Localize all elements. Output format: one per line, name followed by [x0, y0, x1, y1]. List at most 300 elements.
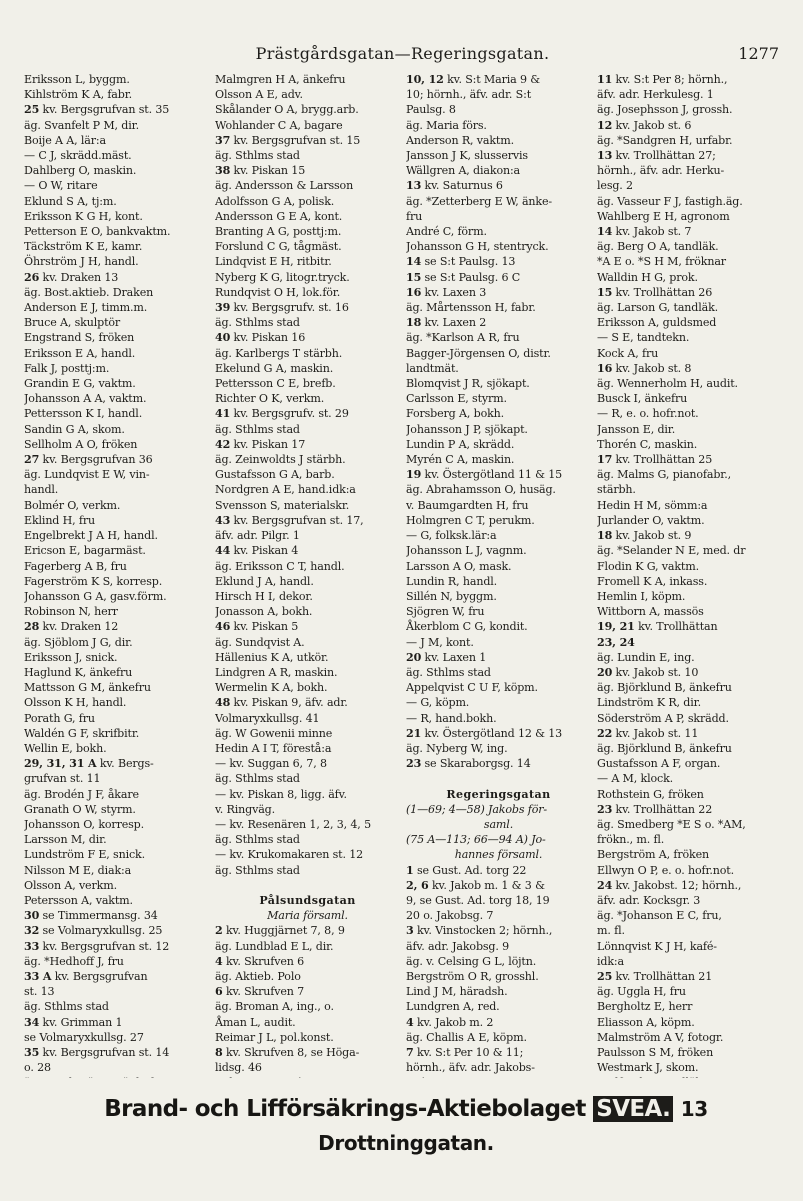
- page-header: [24, 44, 781, 66]
- page-number: 1277: [738, 44, 779, 63]
- directory-line: Rothstein G, fröken: [597, 787, 704, 801]
- directory-line: Hirsch H I, dekor.: [215, 589, 313, 603]
- directory-line: äg. Josephsson J, grossh.: [597, 103, 733, 117]
- directory-line: äg. Björklund B, änkefru: [597, 681, 732, 695]
- page-title: Prästgårdsgatan—Regeringsgatan.: [255, 44, 550, 63]
- directory-line: hannes församl.: [454, 848, 543, 862]
- directory-line: Wällgren A, diakon:a: [406, 164, 521, 178]
- directory-line: äg. Brodén J F, åkare: [24, 787, 139, 801]
- directory-line: äg. Smedberg *E S o. *AM,: [597, 817, 746, 831]
- directory-line: — S E, tandtekn.: [597, 331, 690, 345]
- directory-line: [215, 878, 400, 893]
- directory-line: äg. Berg O A, tandläk.: [597, 240, 719, 254]
- house-number: 33: [24, 939, 40, 953]
- directory-line: Malmgren H A, änkefru: [215, 73, 346, 86]
- directory-line: 11 kv. S:t Per 8; hörnh.,: [597, 73, 728, 86]
- directory-line: Ellwyn O P, e. o. hofr.not.: [597, 863, 734, 877]
- directory-line: saml.: [483, 817, 514, 831]
- directory-line: Eriksson J, snick.: [24, 650, 118, 664]
- directory-line: Richter O K, verkm.: [215, 392, 325, 406]
- directory-line: 48 kv. Piskan 9, äfv. adr.: [215, 696, 348, 710]
- house-number: 42: [215, 437, 231, 451]
- house-number: 38: [215, 164, 231, 178]
- directory-line: Kock A, fru: [597, 346, 659, 360]
- directory-line: v. Baumgardten H, fru: [406, 498, 529, 512]
- directory-line: äg. *Hedhoff J, fru: [24, 954, 124, 968]
- directory-line: Forsberg A, bokh.: [406, 407, 505, 421]
- directory-line: — kv. Resenären 1, 2, 3, 4, 5: [215, 817, 371, 831]
- directory-line: Malmström A V, fotogr.: [597, 1030, 724, 1044]
- directory-line: 40 kv. Piskan 16: [215, 331, 306, 345]
- directory-line: Engelbrekt J A H, handl.: [24, 529, 158, 543]
- directory-line: 32 se Volmaryxkullsg. 25: [24, 924, 163, 938]
- directory-line: Fromell K A, inkass.: [597, 574, 708, 588]
- directory-line: Carlsson E, styrm.: [406, 392, 507, 406]
- directory-line: 2 kv. Huggjärnet 7, 8, 9: [215, 924, 345, 938]
- house-number: 32: [24, 924, 40, 938]
- directory-line: 7 kv. S:t Per 10 & 11;: [406, 1046, 524, 1059]
- directory-line: Johansson L J, vagnm.: [406, 544, 527, 558]
- house-number: 14: [406, 255, 422, 269]
- directory-line: 41 kv. Bergsgrufv. st. 29: [215, 407, 349, 421]
- directory-line: Fagerberg A B, fru: [24, 559, 127, 573]
- directory-line: Volmaryxkullsg. 41: [215, 711, 320, 725]
- directory-line: Eklund J A, handl.: [215, 574, 314, 588]
- directory-line: Skålander O A, brygg.arb.: [215, 103, 359, 117]
- directory-line: se Volmaryxkullsg. 27: [24, 1030, 144, 1044]
- directory-line: Andersson G E A, kont.: [215, 209, 343, 223]
- directory-column: [597, 72, 782, 1078]
- directory-line: Nilsson M E, diak:a: [24, 863, 132, 877]
- directory-line: 13 kv. Saturnus 6: [406, 179, 503, 193]
- directory-line: äg. W Gowenii minne: [215, 726, 333, 740]
- directory-line: Jonasson A, bokh.: [215, 605, 313, 619]
- directory-line: Holmgren C T, perukm.: [406, 513, 535, 527]
- house-number: 13: [406, 179, 422, 193]
- house-number: 26: [24, 270, 40, 284]
- directory-line: v. Ringväg.: [215, 802, 276, 816]
- house-number: 25: [24, 103, 40, 117]
- directory-line: 35 kv. Bergsgrufvan st. 14: [24, 1046, 170, 1059]
- directory-line: Bergström A, fröken: [597, 848, 710, 862]
- directory-line: 38 kv. Piskan 15: [215, 164, 306, 178]
- directory-line: 3 kv. Vinstocken 2; hörnh.,: [406, 924, 553, 938]
- directory-line: Lundström F E, snick.: [24, 848, 146, 862]
- house-number: 23: [406, 757, 422, 771]
- directory-line: Adolfsson G A, polisk.: [215, 194, 335, 208]
- directory-line: 15 se S:t Paulsg. 6 C: [406, 270, 521, 284]
- directory-line: Gustafsson G A, barb.: [215, 468, 335, 482]
- directory-line: Larsson A O, mask.: [406, 559, 512, 573]
- directory-line: idk:a: [597, 954, 624, 968]
- directory-line: Johansson A A, vaktm.: [24, 392, 147, 406]
- house-number: 19, 21: [597, 620, 635, 634]
- directory-line: 20 o. Jakobsg. 7: [406, 909, 494, 923]
- house-number: 25: [597, 969, 613, 983]
- directory-line: Petterson E O, bankvaktm.: [24, 225, 171, 239]
- directory-line: Branting A G, posttj:m.: [215, 225, 342, 239]
- directory-line: Åman L, audit.: [215, 1015, 296, 1029]
- directory-line: äg. Sthlms stad: [215, 833, 300, 847]
- directory-line: — kv. Piskan 8, ligg. äfv.: [215, 787, 347, 801]
- directory-line: Sjögren W, fru: [406, 605, 485, 619]
- directory-line: Wellin E, bokh.: [24, 741, 107, 755]
- house-number: 10, 12: [406, 73, 444, 86]
- directory-line: Pettersson C E, brefb.: [215, 377, 336, 391]
- ad-brand: SVEA.: [593, 1096, 673, 1122]
- directory-line: hörnh., äfv. adr. Jakobs-: [406, 1061, 535, 1075]
- directory-line: Bergström O R, grosshl.: [406, 969, 539, 983]
- directory-line: Nyberg K G, litogr.tryck.: [215, 270, 350, 284]
- directory-line: Jansson J K, slusservis: [406, 149, 528, 163]
- directory-line: Wermelin K A, bokh.: [215, 681, 328, 695]
- directory-line: Johansson G H, stentryck.: [406, 240, 549, 254]
- directory-line: äg. Sthlms stad: [215, 149, 300, 163]
- directory-line: Gustafsson A F, organ.: [597, 757, 721, 771]
- directory-line: Mattsson G M, änkefru: [24, 681, 151, 695]
- directory-line: Bruce A, skulptör: [24, 316, 121, 330]
- directory-line: Eriksson L, byggm.: [24, 73, 130, 86]
- directory-line: äg. *Zetterberg E W, änke-: [406, 194, 553, 208]
- directory-line: 2, 6 kv. Jakob m. 1 & 3 &: [406, 878, 545, 892]
- house-number: 3: [406, 924, 414, 938]
- directory-line: Johansson J P, sjökapt.: [406, 422, 528, 436]
- directory-line: 16 kv. Jakob st. 8: [597, 361, 692, 375]
- directory-line: Svensson S, materialskr.: [215, 498, 350, 512]
- directory-line: 37 kv. Bergsgrufvan st. 15: [215, 133, 361, 147]
- directory-line: äg. Maria förs.: [406, 118, 487, 132]
- directory-line: 19, 21 kv. Trollhättan: [597, 620, 718, 634]
- house-number: 16: [597, 361, 613, 375]
- house-number: 8: [215, 1046, 223, 1059]
- directory-line: Lindgren A R, maskin.: [215, 665, 338, 679]
- directory-line: äg. *Johanson E C, fru,: [597, 909, 722, 923]
- house-number: 48: [215, 696, 231, 710]
- directory-line: Jansson E, dir.: [597, 422, 676, 436]
- directory-line: Hällenius K A, utkör.: [215, 650, 329, 664]
- directory-line: 15 kv. Trollhättan 26: [597, 285, 713, 299]
- directory-line: [406, 1075, 591, 1078]
- house-number: 12: [597, 118, 613, 132]
- house-number: 18: [406, 316, 422, 330]
- house-number: 28: [24, 620, 40, 634]
- directory-line: äg. Mårtensson H, fabr.: [406, 301, 536, 315]
- directory-line: 4 kv. Jakob m. 2: [406, 1015, 494, 1029]
- directory-line: äg. Sthlms stad: [24, 1000, 109, 1014]
- directory-line: äg. v. Celsing G L, löjtn.: [406, 954, 537, 968]
- directory-line: Lind J M, häradsh.: [406, 985, 508, 999]
- house-number: 6: [215, 985, 223, 999]
- directory-line: (1—69; 4—58) Jakobs för-: [406, 802, 548, 816]
- directory-line: äg. *Karlson A R, fru: [406, 331, 520, 345]
- directory-line: Forslund C G, tågmäst.: [215, 240, 342, 254]
- directory-line: äg. Uggla H, fru: [597, 985, 686, 999]
- directory-line: 17 kv. Trollhättan 25: [597, 453, 713, 467]
- house-number: 46: [215, 620, 231, 634]
- directory-line: 33 A kv. Bergsgrufvan: [24, 969, 148, 983]
- directory-line: Westmark J, skom.: [597, 1061, 699, 1075]
- directory-line: äg. Lundblad E L, dir.: [215, 939, 334, 953]
- directory-line: Bergholtz E, herr: [597, 1000, 693, 1014]
- house-number: 14: [597, 225, 613, 239]
- directory-line: Flodin K G, vaktm.: [597, 559, 699, 573]
- house-number: 2, 6: [406, 878, 429, 892]
- house-number: 4: [406, 1015, 414, 1029]
- directory-line: Paulsg. 8: [406, 103, 456, 117]
- directory-line: Söderström A P, skrädd.: [597, 711, 729, 725]
- directory-line: Jurlander O, vaktm.: [597, 513, 705, 527]
- directory-line: — R, hand.bokh.: [406, 711, 497, 725]
- directory-line: 20 kv. Jakob st. 10: [597, 665, 699, 679]
- directory-line: Eklund S A, tj:m.: [24, 194, 117, 208]
- directory-line: äg. Eriksson C T, handl.: [215, 559, 345, 573]
- directory-line: 24 kv. Jakobst. 12; hörnh.,: [597, 878, 742, 892]
- directory-line: — O W, ritare: [24, 179, 98, 193]
- directory-line: Eriksson A, guldsmed: [597, 316, 717, 330]
- directory-line: Lundin R, handl.: [406, 574, 498, 588]
- directory-line: 27 kv. Bergsgrufvan 36: [24, 453, 153, 467]
- directory-line: Olsson A E, adv.: [215, 88, 303, 102]
- directory-line: Thorén C, maskin.: [597, 437, 698, 451]
- directory-line: [597, 1075, 782, 1078]
- directory-line: Sellholm A O, fröken: [24, 437, 138, 451]
- house-number: 35: [24, 1046, 40, 1059]
- directory-line: Anderson R, vaktm.: [406, 133, 514, 147]
- directory-line: äg. *Selander N E, med. dr: [597, 544, 746, 558]
- house-number: 1: [406, 863, 414, 877]
- directory-line: Lindström K R, dir.: [597, 696, 701, 710]
- directory-line: 33 kv. Bergsgrufvan st. 12: [24, 939, 170, 953]
- house-number: 23: [597, 802, 613, 816]
- directory-line: Eklind H, fru: [24, 513, 96, 527]
- directory-line: 6 kv. Skrufven 7: [215, 985, 305, 999]
- directory-line: äg. Abrahamsson O, husäg.: [406, 483, 556, 497]
- directory-line: äg. Lundqvist E W, vin-: [24, 468, 150, 482]
- directory-line: 18 kv. Laxen 2: [406, 316, 487, 330]
- directory-line: Robinson N, herr: [24, 605, 118, 619]
- directory-line: Regeringsgatan: [446, 787, 551, 801]
- house-number: 20: [597, 665, 613, 679]
- directory-line: m. fl.: [597, 924, 625, 938]
- directory-line: äg. Vasseur F J, fastigh.äg.: [597, 194, 743, 208]
- house-number: 43: [215, 513, 231, 527]
- directory-line: Anderson E J, timm.m.: [24, 301, 148, 315]
- directory-line: Johansson G A, gasv.förm.: [24, 589, 167, 603]
- directory-line: landtmät.: [406, 361, 459, 375]
- directory-line: äg. Sundqvist A.: [215, 635, 305, 649]
- directory-line: äg. Sjöblom J G, dir.: [24, 635, 133, 649]
- directory-line: — C J, skrädd.mäst.: [24, 149, 132, 163]
- house-number: 2: [215, 924, 223, 938]
- directory-line: 26 kv. Draken 13: [24, 270, 119, 284]
- house-number: 11: [597, 73, 613, 86]
- directory-line: lesg. 2: [597, 179, 633, 193]
- directory-line: Walldin H G, prok.: [597, 270, 698, 284]
- directory-line: Åkerblom C G, kondit.: [406, 620, 528, 634]
- house-number: 20: [406, 650, 422, 664]
- directory-line: — kv. Krukomakaren st. 12: [215, 848, 364, 862]
- directory-line: [406, 771, 591, 786]
- directory-line: — G, folksk.lär:a: [406, 529, 497, 543]
- directory-line: 10, 12 kv. S:t Maria 9 &: [406, 73, 541, 86]
- directory-line: 25 kv. Bergsgrufvan st. 35: [24, 103, 170, 117]
- directory-line: 23 kv. Trollhättan 22: [597, 802, 713, 816]
- directory-line: Lundin P A, skrädd.: [406, 437, 515, 451]
- directory-line: 8 kv. Skrufven 8, se Höga-: [215, 1046, 360, 1059]
- directory-line: [215, 1075, 400, 1078]
- directory-line: Eriksson K G H, kont.: [24, 209, 143, 223]
- directory-line: [597, 635, 782, 650]
- directory-line: äg. Nyberg W, ing.: [406, 741, 508, 755]
- directory-line: André C, förm.: [406, 225, 487, 239]
- directory-line: Blomqvist J R, sjökapt.: [406, 377, 530, 391]
- directory-line: Bolmér O, verkm.: [24, 498, 121, 512]
- house-number: 4: [215, 954, 223, 968]
- directory-line: Hemlin I, köpm.: [597, 589, 686, 603]
- directory-line: st. 13: [24, 985, 55, 999]
- ad-company: Brand- och Lifförsäkrings-Aktiebolaget: [104, 1096, 586, 1122]
- directory-line: 29, 31, 31 A kv. Bergs-: [24, 757, 154, 771]
- directory-line: äfv. adr. Pilgr. 1: [215, 529, 300, 543]
- house-number: 39: [215, 301, 231, 315]
- directory-line: Kihlström K A, fabr.: [24, 88, 133, 102]
- directory-line: *A E o. *S H M, fröknar: [597, 255, 726, 269]
- directory-line: Hedin H M, sömm:a: [597, 498, 708, 512]
- directory-line: Appelqvist C U F, köpm.: [406, 681, 538, 695]
- directory-line: äfv. adr. Jakobsg. 9: [406, 939, 510, 953]
- directory-line: Eliasson A, köpm.: [597, 1015, 695, 1029]
- directory-line: 9, se Gust. Ad. torg 18, 19: [406, 893, 550, 907]
- house-number: 41: [215, 407, 231, 421]
- house-number: 34: [24, 1015, 40, 1029]
- directory-line: Larsson M, dir.: [24, 833, 107, 847]
- directory-line: äfv. adr. Herkulesg. 1: [597, 88, 714, 102]
- directory-line: äfv. adr. Kocksgr. 3: [597, 893, 701, 907]
- directory-line: stärbh.: [597, 483, 636, 497]
- directory-line: äg. Broman A, ing., o.: [215, 1000, 334, 1014]
- house-number: 27: [24, 453, 40, 467]
- directory-line: äg. Sthlms stad: [215, 316, 300, 330]
- directory-line: äg. Sthlms stad: [406, 665, 491, 679]
- house-number: 19: [406, 468, 422, 482]
- directory-line: Hedin A I T, förestå:a: [215, 741, 332, 755]
- directory-line: äg. Svanfelt P M, dir.: [24, 118, 139, 132]
- directory-line: — A M, klock.: [597, 772, 674, 786]
- house-number: 15: [597, 285, 613, 299]
- directory-line: Busck I, änkefru: [597, 392, 688, 406]
- directory-line: 22 kv. Jakob st. 11: [597, 726, 699, 740]
- directory-line: hörnh., äfv. adr. Herku-: [597, 164, 725, 178]
- house-number: 29, 31, 31 A: [24, 757, 97, 771]
- directory-line: 28 kv. Draken 12: [24, 620, 119, 634]
- directory-line: fru: [406, 209, 423, 223]
- directory-line: Reimar J L, pol.konst.: [215, 1030, 334, 1044]
- directory-line: Ericson E, bagarmäst.: [24, 544, 146, 558]
- directory-line: äg. Wennerholm H, audit.: [597, 377, 738, 391]
- directory-line: — kv. Suggan 6, 7, 8: [215, 757, 327, 771]
- directory-line: Bagger-Jörgensen O, distr.: [406, 346, 551, 360]
- directory-line: Wahlberg E H, agronom: [597, 209, 730, 223]
- directory-line: Ekelund G A, maskin.: [215, 361, 334, 375]
- directory-line: Maria församl.: [267, 909, 348, 923]
- directory-line: äg. Larson G, tandläk.: [597, 301, 719, 315]
- directory-column: [406, 72, 591, 1078]
- directory-line: äg. Björklund B, änkefru: [597, 741, 732, 755]
- directory-line: Engstrand S, fröken: [24, 331, 135, 345]
- directory-line: Haglund K, änkefru: [24, 665, 133, 679]
- directory-line: grufvan st. 11: [24, 772, 101, 786]
- directory-line: 1 se Gust. Ad. torg 22: [406, 863, 527, 877]
- directory-line: Falk J, posttj:m.: [24, 361, 110, 375]
- directory-line: äg. Lundin E, ing.: [597, 650, 695, 664]
- directory-line: 23 se Skaraborgsg. 14: [406, 757, 531, 771]
- directory-line: Täckström K E, kamr.: [24, 240, 143, 254]
- directory-line: 12 kv. Jakob st. 6: [597, 118, 692, 132]
- house-number: 21: [406, 726, 422, 740]
- directory-line: 10; hörnh., äfv. adr. S:t: [406, 88, 531, 102]
- directory-column: [24, 72, 209, 1078]
- directory-line: Lönnqvist K J H, kafé-: [597, 939, 717, 953]
- house-number: 15: [406, 270, 422, 284]
- directory-line: 14 kv. Jakob st. 7: [597, 225, 692, 239]
- house-number: 17: [597, 453, 613, 467]
- directory-line: handl.: [24, 483, 59, 497]
- directory-column: [215, 72, 400, 1078]
- directory-line: Pålsundsgatan: [259, 893, 356, 907]
- directory-line: 25 kv. Trollhättan 21: [597, 969, 713, 983]
- directory-line: 16 kv. Laxen 3: [406, 285, 487, 299]
- directory-line: 21 kv. Östergötland 12 & 13: [406, 726, 563, 740]
- directory-line: 46 kv. Piskan 5: [215, 620, 299, 634]
- house-number: 30: [24, 909, 40, 923]
- directory-line: Sandin G A, skom.: [24, 422, 125, 436]
- directory-line: lidsg. 46: [215, 1061, 262, 1075]
- directory-line: äg. Aktieb. Polo: [215, 969, 301, 983]
- ad-address: 13 Drottninggatan.: [318, 1097, 708, 1155]
- directory-line: 44 kv. Piskan 4: [215, 544, 299, 558]
- house-number: 18: [597, 529, 613, 543]
- house-number: 24: [597, 878, 613, 892]
- directory-line: 43 kv. Bergsgrufvan st. 17,: [215, 513, 364, 527]
- advertisement-banner: [56, 1092, 756, 1155]
- directory-line: 39 kv. Bergsgrufv. st. 16: [215, 301, 349, 315]
- directory-line: Granath O W, styrm.: [24, 802, 136, 816]
- directory-line: Eriksson E A, handl.: [24, 346, 136, 360]
- directory-line: äg. Andersson & Larsson: [215, 179, 354, 193]
- directory-columns: [24, 72, 782, 1078]
- directory-line: 20 kv. Laxen 1: [406, 650, 487, 664]
- directory-line: Wohlander C A, bagare: [215, 118, 343, 132]
- directory-line: Grandin E G, vaktm.: [24, 377, 136, 391]
- directory-line: Dahlberg O, maskin.: [24, 164, 137, 178]
- directory-line: äg. *Sandgren H, urfabr.: [597, 133, 733, 147]
- directory-line: 4 kv. Skrufven 6: [215, 954, 305, 968]
- directory-line: o. 28: [24, 1061, 51, 1075]
- house-number: 13: [597, 149, 613, 163]
- directory-line: 13 kv. Trollhättan 27;: [597, 149, 716, 163]
- directory-line: äg. Karlbergs T stärbh.: [215, 346, 343, 360]
- directory-line: Myrén C A, maskin.: [406, 453, 515, 467]
- directory-line: Lundgren A, red.: [406, 1000, 500, 1014]
- directory-line: Lindqvist E H, ritbitr.: [215, 255, 332, 269]
- house-number: 33 A: [24, 969, 52, 983]
- directory-line: Porath G, fru: [24, 711, 95, 725]
- house-number: 22: [597, 726, 613, 740]
- directory-line: 14 se S:t Paulsg. 13: [406, 255, 516, 269]
- house-number: 40: [215, 331, 231, 345]
- house-number: 44: [215, 544, 231, 558]
- directory-line: [24, 1075, 209, 1078]
